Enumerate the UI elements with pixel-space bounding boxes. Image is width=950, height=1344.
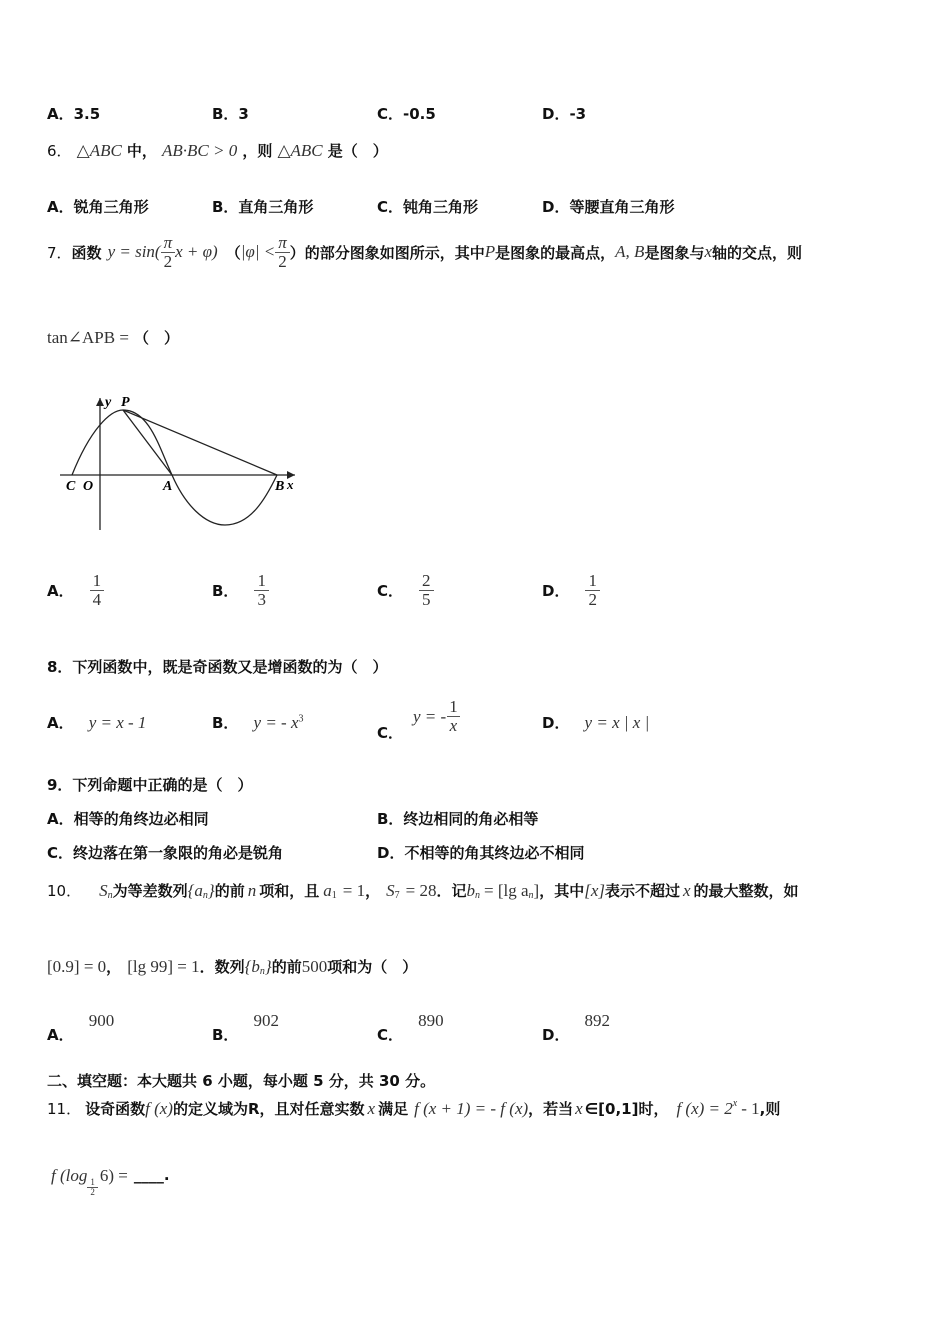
q10-stem: 10． S $_n$ 为等差数列 {a $_n$ } 的前 n 项和，且 a $_1$ = 1 ， S $_7$ = 28 ．记 b $_n$ = [lg a $_n$ ] ，其中 [x] 表示不超过 x 的最大整数，如 (47, 880, 799, 901)
q8-stem: 8．下列函数中，既是奇函数又是增函数的为（ ） (47, 658, 388, 676)
q6-option-b: B．直角三角形 (212, 198, 314, 216)
answer-blank[interactable]: ____ (133, 1166, 164, 1184)
q5-option-d: D．-3 (542, 105, 587, 123)
y-axis-arrow (96, 398, 104, 406)
q6-option-c: C．钝角三角形 (377, 198, 479, 216)
section-heading-fill-in: 二、填空题：本大题共 6 小题，每小题 5 分，共 30 分。 (47, 1072, 436, 1090)
q6-option-d: D．等腰直角三角形 (542, 198, 675, 216)
graph-label-y: y (105, 395, 112, 410)
graph-label-a: A (163, 479, 173, 494)
graph-label-c: C (66, 479, 76, 494)
q10-option-c: C． 890 (377, 1011, 444, 1044)
graph-label-b: B (275, 479, 285, 494)
q5-option-c: C．-0.5 (377, 105, 436, 123)
graph-label-p: P (121, 395, 130, 410)
q7-option-b: B． $\frac{1}{3}$ (212, 572, 269, 609)
q7-option-a: A． $\frac{1}{4}$ (47, 572, 104, 609)
q11-question: f (log $\frac{1}{2}$ 6) = ____ . (51, 1166, 170, 1198)
q10-stem-cont: [0.9] = 0 ， [lg 99] = 1 ．数列 {b $_n$ } 的前 500 项和为（ ） (47, 956, 418, 977)
q9-option-b: B．终边相同的角必相等 (377, 810, 539, 828)
q9-option-d: D．不相等的角其终边必不相同 (377, 844, 585, 862)
segment-pb (123, 410, 277, 475)
q5-option-b: B．3 (212, 105, 249, 123)
q8-option-d: D． y = x | x | (542, 713, 650, 732)
q7-stem: 7． 函数 y = sin( $\frac{\pi}{2}$ x + φ) （ |φ| < $\frac{\pi}{2}$ ）的部分图象如图所示，其中 P 是图象的最高点， A, B 是图象与 x 轴的交点，则 (47, 233, 803, 271)
q7-stem-cont: tan∠APB = （ ） (47, 328, 180, 347)
q10-option-a: A． 900 (47, 1011, 115, 1044)
q8-option-c: C． y = - $\frac{1}{x}$ (377, 690, 461, 743)
q7-graph (55, 390, 310, 540)
q8-option-b: B． y = - $x^3$ (212, 713, 304, 732)
q11-stem: 11． 设奇函数 f (x) 的定义域为 R ，且对任意实数 x 满足 f (x + 1) = - f (x) ，若当 x ∈[0,1]时， f (x) = 2 $^x$ - 1 ,则 (47, 1098, 781, 1118)
graph-label-o: O (83, 479, 94, 494)
q9-stem: 9．下列命题中正确的是（ ） (47, 776, 253, 794)
sine-curve (72, 410, 277, 525)
q9-option-c: C．终边落在第一象限的角必是锐角 (47, 844, 284, 862)
q10-option-b: B． 902 (212, 1011, 280, 1044)
q7-option-d: D． $\frac{1}{2}$ (542, 572, 600, 609)
graph-label-x: x (287, 477, 294, 492)
q5-option-a: A．3.5 (47, 105, 101, 123)
q9-option-a: A．相等的角终边必相同 (47, 810, 209, 828)
q6-option-a: A．锐角三角形 (47, 198, 149, 216)
q7-option-c: C． $\frac{2}{5}$ (377, 572, 434, 609)
q8-option-a: A． y = x - 1 (47, 713, 147, 732)
q10-option-d: D． 892 (542, 1011, 611, 1044)
q6-stem: 6． △ABC 中， AB·BC > 0 ，则 △ABC 是（ ） (47, 141, 388, 160)
